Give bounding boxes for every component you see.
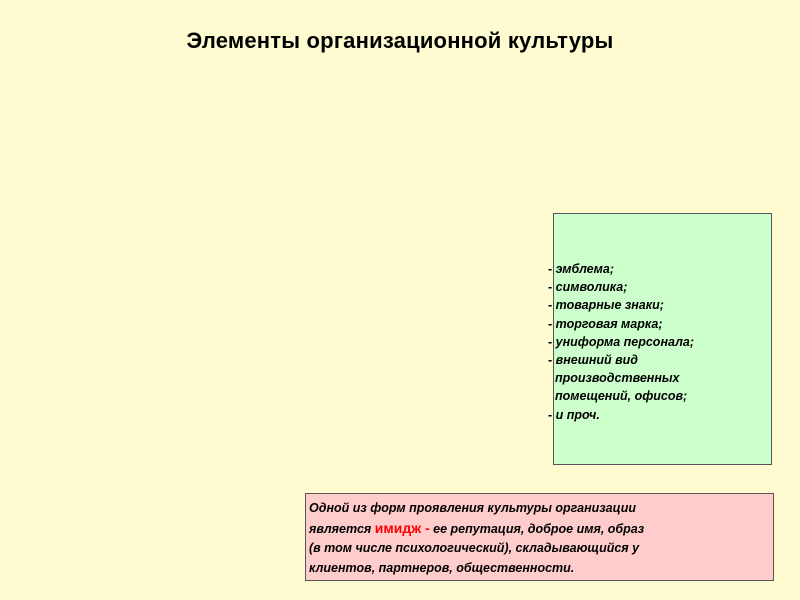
list-dash: - (548, 316, 553, 331)
list-item (548, 278, 763, 296)
list-item (548, 296, 763, 314)
note-line (309, 519, 769, 540)
image-note-text (309, 499, 769, 578)
list-item-text: и проч. (555, 407, 600, 422)
list-item (548, 351, 763, 406)
list-item (548, 260, 763, 278)
list-dash: - (548, 334, 553, 349)
note-line: (в том числе психологический), складывающийся у (309, 541, 640, 555)
image-term-highlight: имидж - (374, 519, 430, 536)
note-text: ее репутация, доброе имя, образ (429, 521, 645, 536)
list-item (548, 315, 763, 333)
slide-title: Элементы организационной культуры (186, 28, 614, 53)
note-text: является (309, 521, 375, 536)
list-item (548, 406, 763, 424)
culture-elements-list (548, 260, 763, 424)
list-dash: - (548, 262, 553, 276)
list-item-text: торговая марка; (555, 316, 663, 331)
list-dash: - (548, 353, 553, 368)
list-dash: - (548, 280, 553, 295)
culture-elements-box (548, 213, 772, 465)
list-item-text: эмблема; (555, 262, 614, 276)
list-item-text: символика; (555, 280, 628, 295)
list-dash: - (548, 298, 553, 313)
note-line: Одной из форм проявления культуры организации (309, 501, 636, 515)
image-note-box (305, 493, 774, 581)
note-line: клиентов, партнеров, общественности. (309, 560, 575, 575)
list-item-continuation: помещений, офисов; (555, 389, 688, 404)
list-dash: - (548, 407, 553, 422)
list-item-text: униформа персонала; (555, 334, 694, 349)
list-item-continuation: производственных (555, 371, 680, 386)
list-item-text: внешний вид (555, 353, 639, 368)
list-item (548, 333, 763, 351)
list-item-text: товарные знаки; (555, 298, 664, 313)
